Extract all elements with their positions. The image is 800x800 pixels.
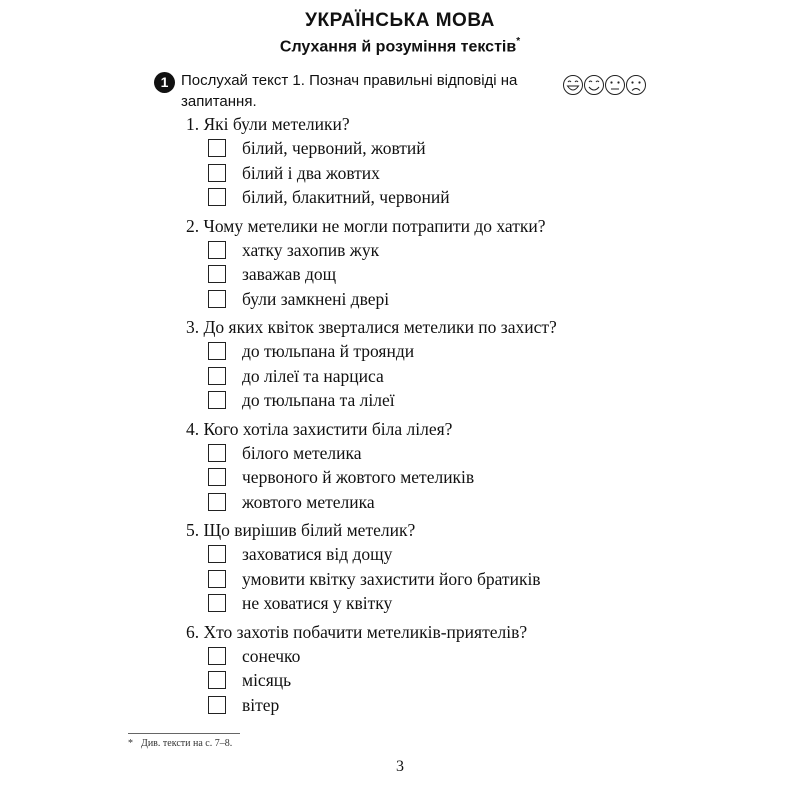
answer-checkbox[interactable]: [208, 444, 226, 462]
answer-label: білий, червоний, жовтий: [242, 138, 426, 159]
answer-option: [186, 441, 646, 466]
footnote-mark: *: [128, 738, 133, 749]
answer-option: [186, 364, 646, 389]
answer-option: [186, 644, 646, 669]
answer-label: були замкнені двері: [242, 288, 390, 309]
answer-label: білий і два жовтих: [242, 162, 380, 183]
answer-checkbox[interactable]: [208, 188, 226, 206]
question-3: [186, 315, 646, 413]
question-text: 5. Що вирішив білий метелик?: [186, 520, 416, 540]
question-text: 6. Хто захотів побачити метеликів-приятелів?: [186, 621, 528, 642]
answer-option: [186, 262, 646, 287]
subtitle-text: Слухання й розуміння текстів: [279, 38, 517, 56]
answer-option: [186, 490, 646, 515]
answer-checkbox[interactable]: [208, 164, 226, 182]
answer-option: [186, 567, 646, 592]
answer-checkbox[interactable]: [208, 139, 226, 157]
answer-option: [186, 668, 646, 693]
answer-label: хатку захопив жук: [242, 239, 380, 260]
answer-checkbox[interactable]: [208, 241, 226, 259]
question-text: 4. Кого хотіла захистити біла лілея?: [186, 418, 453, 439]
question-5: [186, 518, 646, 616]
answer-option: [186, 693, 646, 718]
answer-checkbox[interactable]: [208, 545, 226, 563]
answer-option: [186, 136, 646, 161]
answer-checkbox[interactable]: [208, 570, 226, 588]
answer-checkbox[interactable]: [208, 696, 226, 714]
answer-option: [186, 161, 646, 186]
answer-option: [186, 185, 646, 210]
answer-checkbox[interactable]: [208, 647, 226, 665]
answer-option: [186, 339, 646, 364]
self-assessment-smileys: [562, 74, 648, 96]
answer-checkbox[interactable]: [208, 671, 226, 689]
sad-face-icon[interactable]: [627, 76, 646, 95]
footnote: [128, 738, 232, 749]
question-2: [186, 214, 646, 312]
answer-checkbox[interactable]: [208, 468, 226, 486]
answer-label: до тюльпана та лілеї: [242, 390, 395, 411]
answer-option: [186, 287, 646, 312]
question-4: [186, 417, 646, 515]
page-subtitle: [0, 37, 800, 56]
footnote-text: Див. тексти на с. 7–8.: [141, 738, 233, 749]
answer-label: до лілеї та нарциса: [242, 365, 384, 386]
answer-label: місяць: [242, 670, 292, 691]
answer-label: білого метелика: [242, 442, 362, 463]
answer-checkbox[interactable]: [208, 594, 226, 612]
question-text: 1. Які були метелики?: [186, 114, 350, 134]
question-list: [186, 112, 646, 721]
question-1: [186, 112, 646, 210]
answer-option: [186, 238, 646, 263]
answer-checkbox[interactable]: [208, 391, 226, 409]
answer-checkbox[interactable]: [208, 367, 226, 385]
answer-label: не ховатися у квітку: [242, 593, 393, 614]
question-text: 2. Чому метелики не могли потрапити до хатки?: [186, 215, 546, 236]
smile-icon[interactable]: [585, 76, 604, 95]
answer-label: умовити квітку захистити його братиків: [242, 568, 541, 589]
answer-option: [186, 542, 646, 567]
answer-checkbox[interactable]: [208, 493, 226, 511]
page-title: УКРАЇНСЬКА МОВА: [305, 10, 495, 31]
page-number: 3: [396, 758, 404, 775]
question-text: 3. До яких квіток зверталися метелики по захист?: [186, 317, 557, 337]
task-number-badge: 1: [154, 72, 175, 93]
answer-label: червоного й жовтого метеликів: [242, 467, 475, 488]
question-6: [186, 620, 646, 718]
answer-option: [186, 591, 646, 616]
task-instruction: Послухай текст 1. Познач правильні відповіді на запитання.: [181, 72, 518, 110]
answer-label: білий, блакитний, червоний: [242, 187, 450, 208]
answer-label: заважав дощ: [242, 264, 337, 285]
answer-label: вітер: [242, 694, 280, 715]
answer-option: [186, 465, 646, 490]
footnote-divider: [128, 733, 240, 734]
neutral-face-icon[interactable]: [606, 76, 625, 95]
answer-label: заховатися від дощу: [242, 544, 393, 565]
answer-option: [186, 388, 646, 413]
answer-label: жовтого метелика: [242, 491, 375, 512]
big-smile-icon[interactable]: [564, 76, 583, 95]
answer-checkbox[interactable]: [208, 265, 226, 283]
footnote-marker: *: [516, 36, 521, 47]
answer-checkbox[interactable]: [208, 290, 226, 308]
answer-checkbox[interactable]: [208, 342, 226, 360]
answer-label: до тюльпана й троянди: [242, 341, 415, 362]
answer-label: сонечко: [242, 645, 301, 666]
